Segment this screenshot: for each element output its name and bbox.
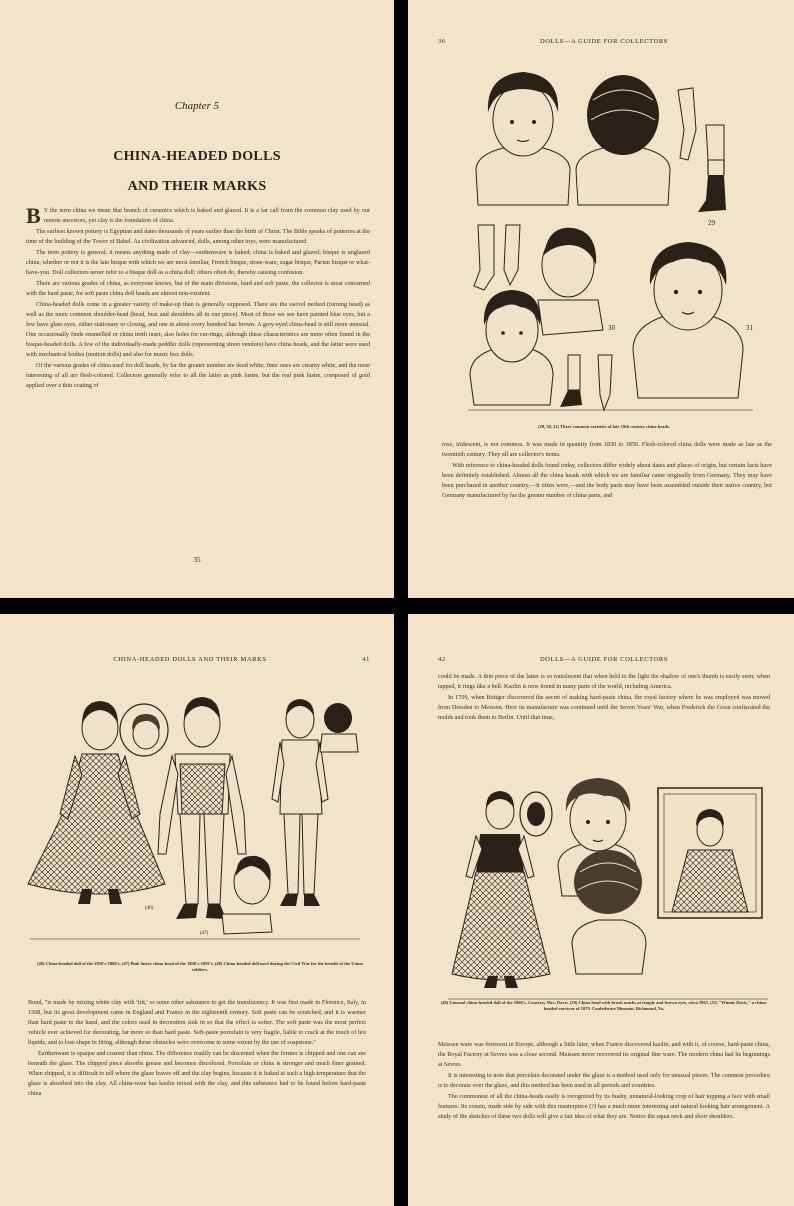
running-head: CHINA-HEADED DOLLS AND THEIR MARKS bbox=[113, 656, 267, 663]
oval-medallion bbox=[520, 792, 552, 836]
page-42 bbox=[408, 614, 794, 1206]
doll-slim-body bbox=[272, 699, 328, 906]
chapter-label: Chapter 5 bbox=[174, 100, 220, 112]
paragraph: China-headed dolls come in a greater variety of make-up than is generally supposed. There are the swivel necked (turning head) as well as the more common shoulder-head (head, bust and shoulders all in one piece). Most of those we see have painted blue eyes, but a few have glass eyes, either stationary or closing, and one in about every hundred has brown. A grey-eyed china-head is still more unusual. One occasionally finds enamelled or china teeth inset; also holes for ear-rings, although these characteristics are more often found in the bisque-headed dolls. A few of the individually-made peddler dolls (representing street vendors) have china heads, and the latter were used with mechanical bodies (motion dolls) and also for music box dolls. bbox=[26, 301, 370, 358]
paragraph: The commonest of all the china-heads easily is recognized by its bushy, unnatural-looking crop of hair topping a face with small features. Its cousin, made side by side with this masterpiece (?) has a much more interesting and natural looking hair arrangement. A study of the sketches of these two dolls will give a fair idea of what they are. Notice the squat neck and short shoulders. bbox=[438, 1093, 770, 1120]
doll-head-side bbox=[538, 228, 603, 335]
chapter-title-line-1: CHINA-HEADED DOLLS bbox=[113, 149, 281, 164]
doll-boots bbox=[560, 355, 612, 410]
page-number: 42 bbox=[438, 656, 446, 663]
chapter-title-line-2: AND THEIR MARKS bbox=[127, 179, 267, 194]
doll-arm bbox=[678, 88, 696, 160]
svg-text:(47): (47) bbox=[200, 931, 209, 936]
figure-number-30: 30 bbox=[608, 324, 615, 332]
doll-leg-boot bbox=[698, 125, 726, 212]
doll-head-front-large bbox=[633, 242, 743, 398]
paragraph: B Y the term china we mean that branch of ceramics which is baked and glazed. It is a far call from the common clay used by our remote ancestors, yet clay is the foundation of china. bbox=[26, 203, 370, 228]
doll-head-front bbox=[476, 72, 570, 205]
doll-head-back bbox=[572, 850, 646, 974]
doll-figures-illustration bbox=[0, 614, 394, 1206]
doll-head-oval-portrait bbox=[120, 704, 168, 756]
paragraph: Earthenware is opaque and coarser than china. The difference readily can be discerned when the former is chipped and one can see beneath the glaze. The chipped piece absorbs grease and becomes discolored. Porcelain or china is stronger and much finer grained. When chipped, it is difficult to tell where the glaze leaves off and the clay begins, because it is baked at such a high temperature that the glaze is absorbed into the clay. All china-ware has kaolin mixed with the clay, and this substance had to be found before hard-paste china bbox=[28, 1050, 366, 1097]
figure-caption: (46) China-headed doll of the 1850's-1860's. (47) Pink lustre china-head of the 1840's-1850's. (48) China-headed doll used during the Civil War for the benefit of the Union soldiers. bbox=[37, 961, 363, 972]
paragraph: The term pottery is general; it means anything made of clay—earthenware is baked; china is baked and glazed; bisque is unglazed china, whether or not it is the late bisque with which we are most familiar, French bisque, stone-ware, sugar bisque, Parian bisque or what-have-you. Doll collectors never refer to a bisque doll as a china doll; others often do, thereby causing confusion. bbox=[26, 249, 370, 276]
body-text bbox=[26, 203, 370, 392]
doll-legs-pair bbox=[474, 225, 520, 290]
doll-head-back-small bbox=[320, 703, 358, 752]
doll-head-back bbox=[576, 75, 670, 205]
paragraph: rose, iridescent, is not common. It was made in quantity from 1830 to 1850. Flesh-colored china dolls were made as late as the twentieth century. They all are collector's items. bbox=[442, 441, 772, 458]
page-35 bbox=[0, 0, 394, 598]
figure-number-29: 29 bbox=[708, 219, 715, 227]
chapter-title bbox=[0, 142, 394, 202]
doll-corset-body bbox=[158, 697, 246, 936]
page-number: 41 bbox=[362, 656, 370, 663]
page-41 bbox=[0, 614, 394, 1206]
page-number: 35 bbox=[193, 556, 201, 564]
doll-head-side-small bbox=[222, 856, 272, 934]
paragraph: With reference to china-headed dolls found today, collectors differ widely about dates and places of origin, but certain facts have been definitely established. Almost all the china heads with which we are familiar came originally from Germany. They may have been purchased in another country,—it often were,—and the body parts may have been assembled outside their native country, but Germany manufactured by far the greater number of china parts, and bbox=[442, 462, 772, 499]
svg-text:(46): (46) bbox=[145, 906, 154, 911]
page-36 bbox=[408, 0, 794, 598]
figure-caption: (29, 30, 31) Three common varieties of late 19th century china heads. bbox=[538, 424, 670, 429]
doll-heads-illustration bbox=[408, 0, 794, 598]
paragraph: The earliest known pottery is Egyptian and dates thousands of years earlier than the birth of Christ. The Bible speaks of potteries at the time of the building of the Tower of Babel. As civilization advanced, dolls, among other toys, were manufactured. bbox=[26, 228, 370, 245]
body-text bbox=[442, 440, 772, 502]
paragraph: could be made. A thin piece of the latter is so translucent that when held to the light the shadow of one's thumb is easily seen; when tapped, it rings like a bell. Kaolin is now found in many parts of the world, including America. bbox=[438, 673, 770, 690]
figure-number-31: 31 bbox=[746, 324, 753, 332]
paragraph: In 1709, when Bottger discovered the secret of making hard-paste china, the royal factory where he was employed was moved from Dresden to Meissen. Here its manufacture was continued until the Seven Years' War, when Frederick the Great confiscated the molds and took them to Berlin. Until that time, bbox=[438, 694, 770, 721]
paragraph: Of the various grades of china used for doll heads, by far the greater number are dead white; finer ones are creamy white, and the most interesting of all are flesh-colored. Collectors generally refer to all the latter as pink lustre, but the real pink lustre, composed of gold applied over a thin coating of bbox=[26, 362, 370, 389]
paragraph: It is interesting to note that porcelain decorated under the glaze is a method used only for unusual pieces. The common procedure is to decorate over the glaze, and this method has been used in all periods and countries. bbox=[438, 1072, 770, 1089]
paragraph: There are various grades of china, as everyone knows, but of the main divisions, hard and soft paste, the collector is most concerned with the hard paste, for soft paste china doll heads are almost non-existent. bbox=[26, 280, 370, 297]
running-head: DOLLS—A GUIDE FOR COLLECTORS bbox=[539, 656, 669, 663]
paragraph: Meissen ware was foremost in Europe, although a little later, when France discovered kaolin, and with it, of course, hard-paste china, the Royal Factory at Sevres was a close second. Meissen never recovered its original fine ware. The modern china had its beginnings at Sevres. bbox=[438, 1041, 770, 1068]
framed-doll-photo bbox=[658, 788, 762, 918]
page-number: 36 bbox=[438, 38, 446, 45]
body-text bbox=[28, 998, 366, 1100]
figure-caption: (49) Unusual china-headed doll of the 1860's. Courtesy Mrs. Davis. (50) China head with brush marks at temple and brown eyes, circa 1865. (51) "Winnie Davis," a china-headed survivor of 1879. Confederate Museum, Richmond, Va. bbox=[440, 1000, 768, 1011]
paragraph: Bond, "is made by mixing white clay with 'frit,' or some other substance to get the translucency. It was first made in Florence, Italy, in 1568, but its great development came in England and France in the eighteenth century. Soft paste can be scratched, and it is warmer than hard paste to the hand, and the colors used in decoration sink in so that the effect is softer. The soft paste was the most perfect vehicle ever achieved for decorating, far more so than hard paste. Soft-paste porcelain is very fragile, liable to crack at the touch of hot liquids, and to lose shape in firing, although these obstacles were overcome to some extent by the use of soapstone." bbox=[28, 999, 366, 1046]
running-head: DOLLS—A GUIDE FOR COLLECTORS bbox=[539, 38, 669, 45]
drop-cap: B bbox=[26, 203, 41, 228]
body-text-bottom bbox=[438, 1040, 770, 1123]
